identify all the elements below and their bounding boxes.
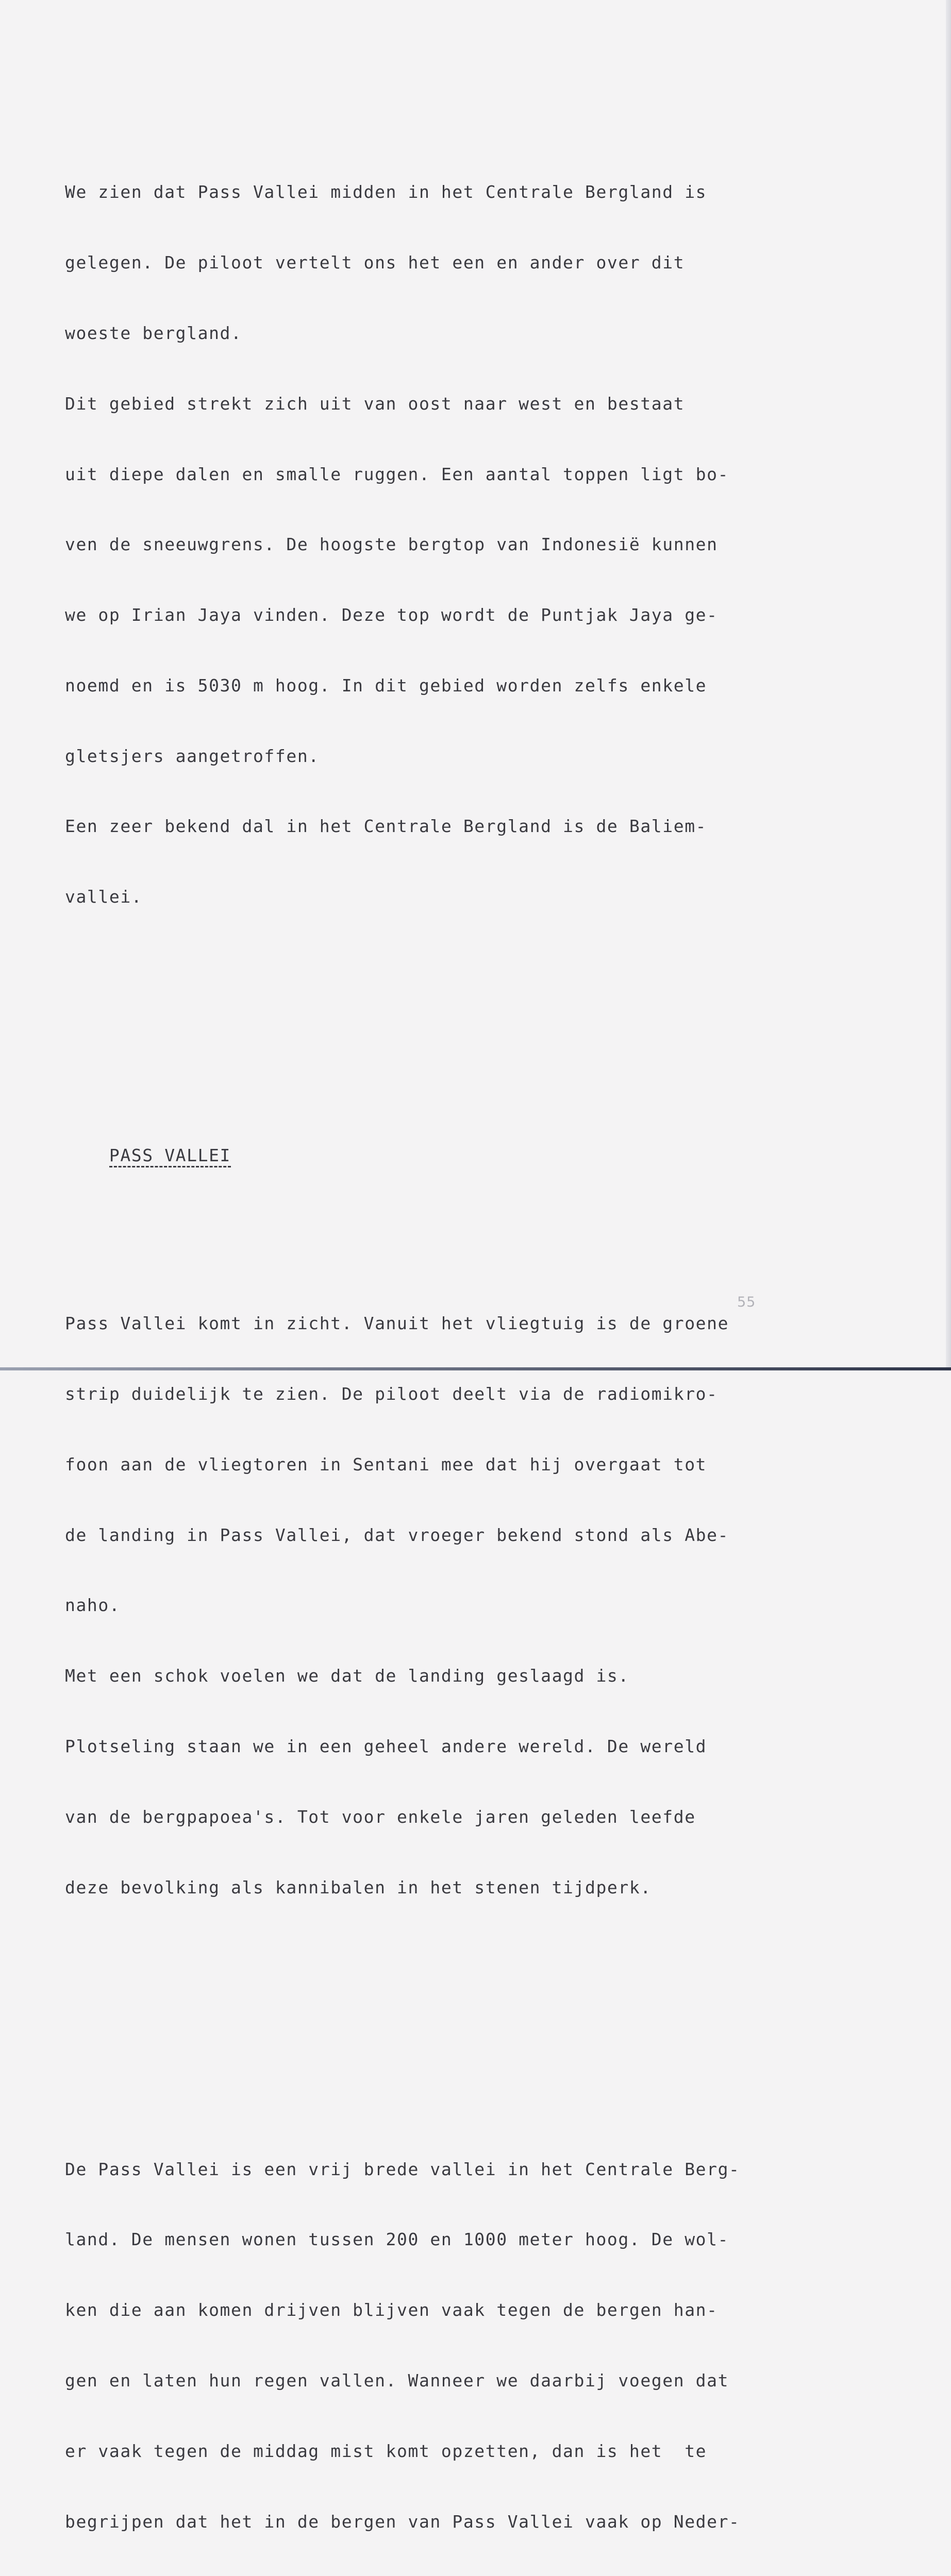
pass-vallei-paragraph-2 — [65, 2110, 797, 2576]
text-line: noemd en is 5030 m hoog. In dit gebied worden zelfs enkele — [65, 675, 707, 696]
section-heading-pass-vallei: PASS VALLEI — [109, 1146, 231, 1167]
text-line: uit diepe dalen en smalle ruggen. Een aantal toppen ligt bo- — [65, 464, 729, 484]
page-number: 55 — [737, 1294, 756, 1310]
text-line: gen en laten hun regen vallen. Wanneer we daarbij voegen dat — [65, 2370, 729, 2391]
text-line: van de bergpapoea's. Tot voor enkele jaren geleden leefde — [65, 1806, 696, 1827]
text-line: Pass Vallei komt in zicht. Vanuit het vliegtuig is de groene — [65, 1313, 729, 1334]
page-edge — [946, 0, 951, 1370]
text-line: gelegen. De piloot vertelt ons het een en ander over dit — [65, 252, 685, 273]
text-line: Een zeer bekend dal in het Centrale Bergland is de Baliem- — [65, 816, 707, 837]
text-line: ken die aan komen drijven blijven vaak tegen de bergen han- — [65, 2300, 718, 2320]
text-line: woeste bergland. — [65, 323, 242, 343]
text-line: vallei. — [65, 887, 143, 907]
text-line: We zien dat Pass Vallei midden in het Centrale Bergland is — [65, 182, 707, 202]
text-line: De Pass Vallei is een vrij brede vallei in het Centrale Berg- — [65, 2159, 740, 2179]
text-line: naho. — [65, 1595, 121, 1616]
pass-vallei-paragraph-1 — [65, 1265, 797, 1946]
text-line: de landing in Pass Vallei, dat vroeger bekend stond als Abe- — [65, 1524, 729, 1545]
text-line: Dit gebied strekt zich uit van oost naar west en bestaat — [65, 393, 685, 414]
text-line: we op Irian Jaya vinden. Deze top wordt de Puntjak Jaya ge- — [65, 605, 718, 625]
text-line: Plotseling staan we in een geheel andere wereld. De wereld — [65, 1736, 707, 1756]
page-body — [65, 87, 797, 2576]
intro-paragraph — [65, 133, 797, 956]
text-line: deze bevolking als kannibalen in het stenen tijdperk. — [65, 1877, 652, 1897]
text-line: Met een schok voelen we dat de landing geslaagd is. — [65, 1666, 629, 1686]
text-line: begrijpen dat het in de bergen van Pass Vallei vaak op Neder- — [65, 2511, 740, 2532]
text-line: strip duidelijk te zien. De piloot deelt via de radiomikro- — [65, 1384, 718, 1404]
text-line: er vaak tegen de middag mist komt opzetten, dan is het te — [65, 2441, 707, 2461]
text-line: foon aan de vliegtoren in Sentani mee dat hij overgaat tot — [65, 1454, 707, 1475]
text-line: land. De mensen wonen tussen 200 en 1000 meter hoog. De wol- — [65, 2229, 729, 2250]
text-line: gletsjers aangetroffen. — [65, 745, 320, 766]
text-line: ven de sneeuwgrens. De hoogste bergtop van Indonesië kunnen — [65, 534, 718, 555]
